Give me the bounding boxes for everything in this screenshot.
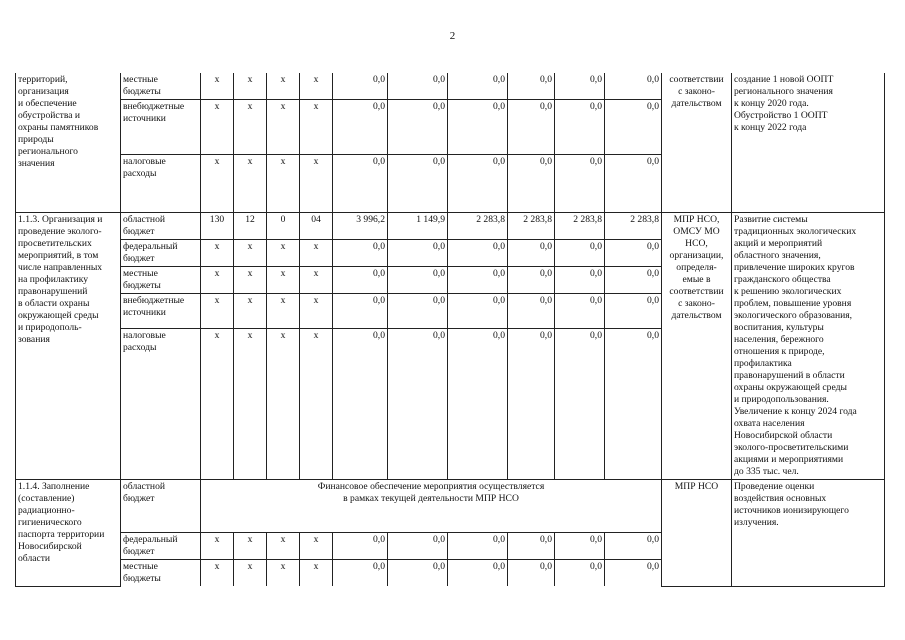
code-cell: х — [234, 100, 267, 155]
executor-cell: МПР НСО, ОМСУ МО НСО, организации, определя- емые в соответствии с законо- дательством — [662, 213, 732, 480]
source-cell: внебюджетные источники — [121, 294, 201, 329]
code-cell: х — [300, 155, 333, 213]
amount-cell: 0,0 — [333, 329, 388, 480]
amount-cell: 1 149,9 — [388, 213, 448, 240]
amount-cell: 0,0 — [448, 329, 508, 480]
code-cell: х — [267, 100, 300, 155]
amount-cell: 0,0 — [388, 240, 448, 267]
amount-cell: 0,0 — [388, 560, 448, 587]
amount-cell: 0,0 — [508, 267, 555, 294]
amount-cell: 0,0 — [508, 155, 555, 213]
code-cell: х — [201, 294, 234, 329]
amount-cell: 0,0 — [388, 73, 448, 100]
amount-cell: 0,0 — [555, 267, 605, 294]
code-cell: х — [300, 267, 333, 294]
executor-cell: МПР НСО — [662, 480, 732, 587]
financing-note-cell — [201, 480, 662, 533]
code-cell: х — [267, 533, 300, 560]
table-row — [16, 73, 885, 100]
table-row — [16, 480, 885, 533]
amount-cell: 0,0 — [555, 100, 605, 155]
source-cell: федеральный бюджет — [121, 533, 201, 560]
page-number: 2 — [449, 30, 456, 42]
source-cell: местные бюджеты — [121, 560, 201, 587]
amount-cell: 3 996,2 — [333, 213, 388, 240]
amount-cell: 0,0 — [333, 294, 388, 329]
code-cell: х — [267, 267, 300, 294]
amount-cell: 0,0 — [448, 294, 508, 329]
amount-cell: 0,0 — [333, 533, 388, 560]
amount-cell: 0,0 — [605, 73, 662, 100]
code-cell: х — [201, 533, 234, 560]
code-cell: х — [201, 100, 234, 155]
code-cell: х — [300, 560, 333, 587]
amount-cell: 0,0 — [605, 294, 662, 329]
code-cell: х — [234, 73, 267, 100]
amount-cell: 0,0 — [388, 533, 448, 560]
amount-cell: 0,0 — [605, 240, 662, 267]
measure-name-cell: 1.1.4. Заполнение (составление) радиационно- гигиенического паспорта территории Новосибирской области — [16, 480, 121, 587]
amount-cell: 0,0 — [388, 294, 448, 329]
amount-cell: 0,0 — [605, 329, 662, 480]
code-cell: х — [267, 560, 300, 587]
amount-cell: 0,0 — [605, 100, 662, 155]
result-cell: создание 1 новой ООПТ регионального значения к концу 2020 года. Обустройство 1 ООПТ к концу 2022 года — [732, 73, 885, 213]
amount-cell: 0,0 — [605, 533, 662, 560]
amount-cell: 0,0 — [333, 267, 388, 294]
amount-cell: 0,0 — [508, 329, 555, 480]
source-cell: областной бюджет — [121, 480, 201, 533]
amount-cell: 0,0 — [448, 100, 508, 155]
amount-cell: 0,0 — [388, 329, 448, 480]
code-cell: 0 — [267, 213, 300, 240]
code-cell: х — [300, 73, 333, 100]
code-cell: 130 — [201, 213, 234, 240]
amount-cell: 0,0 — [555, 533, 605, 560]
amount-cell: 0,0 — [448, 155, 508, 213]
code-cell: х — [267, 155, 300, 213]
amount-cell: 0,0 — [605, 267, 662, 294]
amount-cell: 0,0 — [448, 560, 508, 587]
source-cell: местные бюджеты — [121, 267, 201, 294]
source-cell: налоговые расходы — [121, 329, 201, 480]
code-cell: х — [300, 100, 333, 155]
source-cell: местные бюджеты — [121, 73, 201, 100]
amount-cell: 0,0 — [555, 240, 605, 267]
code-cell: 04 — [300, 213, 333, 240]
amount-cell: 2 283,8 — [555, 213, 605, 240]
amount-cell: 0,0 — [333, 560, 388, 587]
measure-name-cell: 1.1.3. Организация и проведение эколого- просветительских мероприятий, в том числе направленных на профилактику правонарушений в области охраны окружающей среды и природополь- зования — [16, 213, 121, 480]
amount-cell: 0,0 — [388, 267, 448, 294]
code-cell: х — [267, 240, 300, 267]
amount-cell: 0,0 — [555, 155, 605, 213]
amount-cell: 0,0 — [555, 294, 605, 329]
code-cell: х — [234, 240, 267, 267]
measure-name-cell: территорий, организация и обеспечение обустройства и охраны памятников природы регионального значения — [16, 73, 121, 213]
code-cell: х — [234, 560, 267, 587]
amount-cell: 0,0 — [605, 560, 662, 587]
code-cell: х — [300, 329, 333, 480]
code-cell: х — [300, 533, 333, 560]
code-cell: х — [201, 155, 234, 213]
amount-cell: 2 283,8 — [448, 213, 508, 240]
code-cell: х — [201, 267, 234, 294]
code-cell: х — [201, 73, 234, 100]
code-cell: х — [201, 329, 234, 480]
code-cell: 12 — [234, 213, 267, 240]
amount-cell: 0,0 — [388, 155, 448, 213]
amount-cell: 0,0 — [448, 533, 508, 560]
amount-cell: 0,0 — [388, 100, 448, 155]
amount-cell: 0,0 — [508, 73, 555, 100]
amount-cell: 0,0 — [555, 560, 605, 587]
source-cell: федеральный бюджет — [121, 240, 201, 267]
amount-cell: 0,0 — [555, 329, 605, 480]
source-cell: налоговые расходы — [121, 155, 201, 213]
code-cell: х — [267, 294, 300, 329]
amount-cell: 0,0 — [333, 155, 388, 213]
code-cell: х — [234, 267, 267, 294]
source-cell: внебюджетные источники — [121, 100, 201, 155]
amount-cell: 0,0 — [605, 155, 662, 213]
code-cell: х — [234, 155, 267, 213]
source-cell: областной бюджет — [121, 213, 201, 240]
code-cell: х — [300, 294, 333, 329]
amount-cell: 0,0 — [333, 240, 388, 267]
amount-cell: 0,0 — [333, 73, 388, 100]
code-cell: х — [234, 294, 267, 329]
amount-cell: 0,0 — [508, 100, 555, 155]
code-cell: х — [267, 73, 300, 100]
executor-cell: соответствии с законо- дательством — [662, 73, 732, 213]
amount-cell: 2 283,8 — [508, 213, 555, 240]
amount-cell: 0,0 — [448, 240, 508, 267]
amount-cell: 0,0 — [508, 533, 555, 560]
code-cell: х — [234, 533, 267, 560]
code-cell: х — [234, 329, 267, 480]
amount-cell: 0,0 — [333, 100, 388, 155]
amount-cell: 0,0 — [448, 73, 508, 100]
amount-cell: 2 283,8 — [605, 213, 662, 240]
code-cell: х — [201, 240, 234, 267]
amount-cell: 0,0 — [508, 560, 555, 587]
amount-cell: 0,0 — [448, 267, 508, 294]
code-cell: х — [201, 560, 234, 587]
amount-cell: 0,0 — [508, 240, 555, 267]
amount-cell: 0,0 — [555, 73, 605, 100]
code-cell: х — [300, 240, 333, 267]
code-cell: х — [267, 329, 300, 480]
table-row — [16, 213, 885, 240]
result-cell: Развитие системы традиционных экологических акций и мероприятий областного значения, привлечение широких кругов гражданского общества к решению экологических проблем, повышение уровня экологического образования, воспитания, культуры населения, бережного отношения к природе, профилактика правонарушений в области охраны окружающей среды и природопользования. Увеличение к концу 2024 года охвата населения Новосибирской области эколого-просветительскими акциями и мероприятиями до 335 тыс. чел. — [732, 213, 885, 480]
amount-cell: 0,0 — [508, 294, 555, 329]
financing-note: Финансовое обеспечение мероприятия осуществляется в рамках текущей деятельности МПР НСО — [317, 481, 545, 504]
result-cell: Проведение оценки воздействия основных источников ионизирующего излучения. — [732, 480, 885, 587]
program-table — [15, 73, 885, 587]
